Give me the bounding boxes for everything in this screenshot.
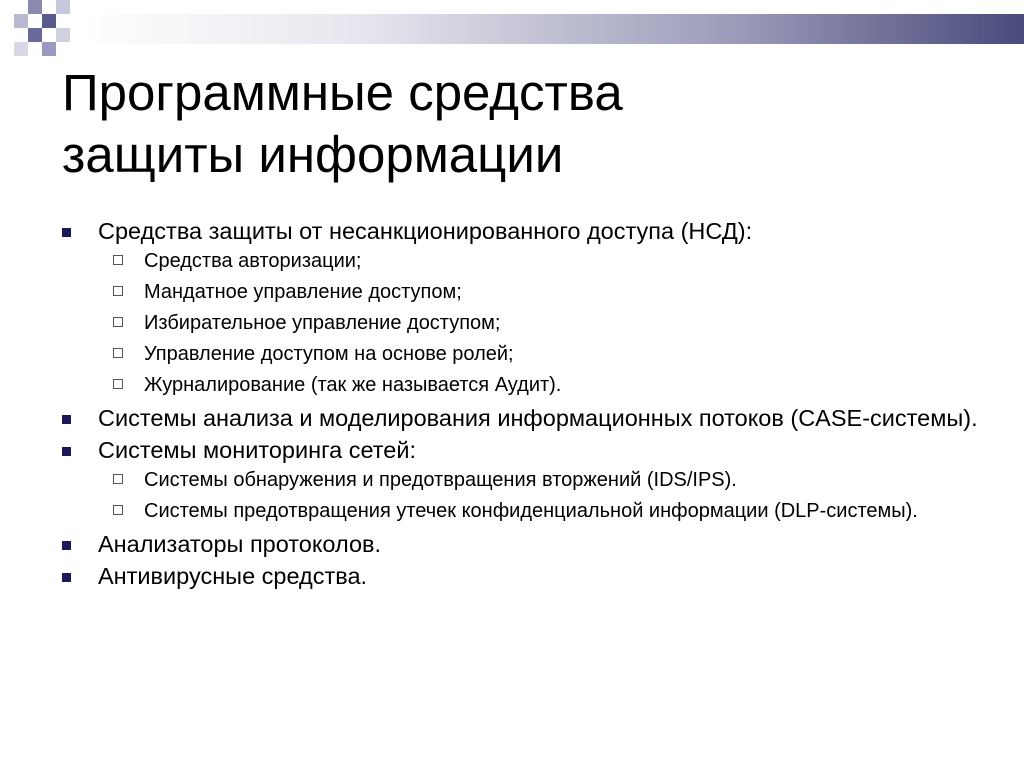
list-item — [62, 563, 1002, 590]
sub-list-item — [62, 343, 1002, 365]
list-item-text: Средства защиты от несанкционированного доступа (НСД): — [98, 218, 753, 244]
sub-list-item-text: Средства авторизации; — [144, 250, 362, 272]
square-bullet-icon — [62, 228, 71, 237]
hollow-square-bullet-icon — [113, 379, 123, 389]
corner-square — [28, 28, 42, 42]
header-gradient-band — [80, 14, 1024, 44]
sub-list — [62, 469, 1002, 522]
sub-list-item — [62, 281, 1002, 303]
corner-square — [56, 0, 70, 14]
corner-square — [42, 42, 56, 56]
corner-square — [14, 42, 28, 56]
square-bullet-icon — [62, 541, 71, 550]
sub-list-item-text: Системы предотвращения утечек конфиденциальной информации (DLP-системы). — [144, 500, 918, 522]
sub-list-item-text: Избирательное управление доступом; — [144, 312, 501, 334]
hollow-square-bullet-icon — [113, 505, 123, 515]
sub-list-item-text: Журналирование (так же называется Аудит). — [144, 374, 562, 396]
sub-list-item — [62, 374, 1002, 396]
hollow-square-bullet-icon — [113, 474, 123, 484]
hollow-square-bullet-icon — [113, 255, 123, 265]
sub-list-item — [62, 250, 1002, 272]
corner-square — [14, 14, 28, 28]
hollow-square-bullet-icon — [113, 286, 123, 296]
hollow-square-bullet-icon — [113, 317, 123, 327]
square-bullet-icon — [62, 415, 71, 424]
list-item-text: Антивирусные средства. — [98, 563, 368, 589]
sub-list-item — [62, 500, 1002, 522]
bullet-list — [62, 218, 1002, 595]
list-item-text: Анализаторы протоколов. — [98, 531, 382, 557]
title-line-2: защиты информации — [62, 126, 564, 183]
list-item-text: Системы анализа и моделирования информационных потоков (CASE-системы). — [98, 405, 978, 431]
corner-square — [56, 28, 70, 42]
square-bullet-icon — [62, 573, 71, 582]
list-item-text: Системы мониторинга сетей: — [98, 437, 416, 463]
hollow-square-bullet-icon — [113, 348, 123, 358]
title-line-1: Программные средства — [62, 64, 623, 121]
sub-list-item-text: Управление доступом на основе ролей; — [144, 343, 514, 365]
sub-list-item — [62, 312, 1002, 334]
list-item — [62, 531, 1002, 558]
corner-square — [28, 0, 42, 14]
list-item — [62, 218, 1002, 245]
sub-list-item — [62, 469, 1002, 491]
corner-square — [42, 14, 56, 28]
page-title — [62, 62, 962, 186]
list-item — [62, 437, 1002, 464]
sub-list-item-text: Мандатное управление доступом; — [144, 281, 462, 303]
square-bullet-icon — [62, 447, 71, 456]
sub-list — [62, 250, 1002, 396]
sub-list-item-text: Системы обнаружения и предотвращения вторжений (IDS/IPS). — [144, 469, 737, 491]
list-item — [62, 405, 1002, 432]
